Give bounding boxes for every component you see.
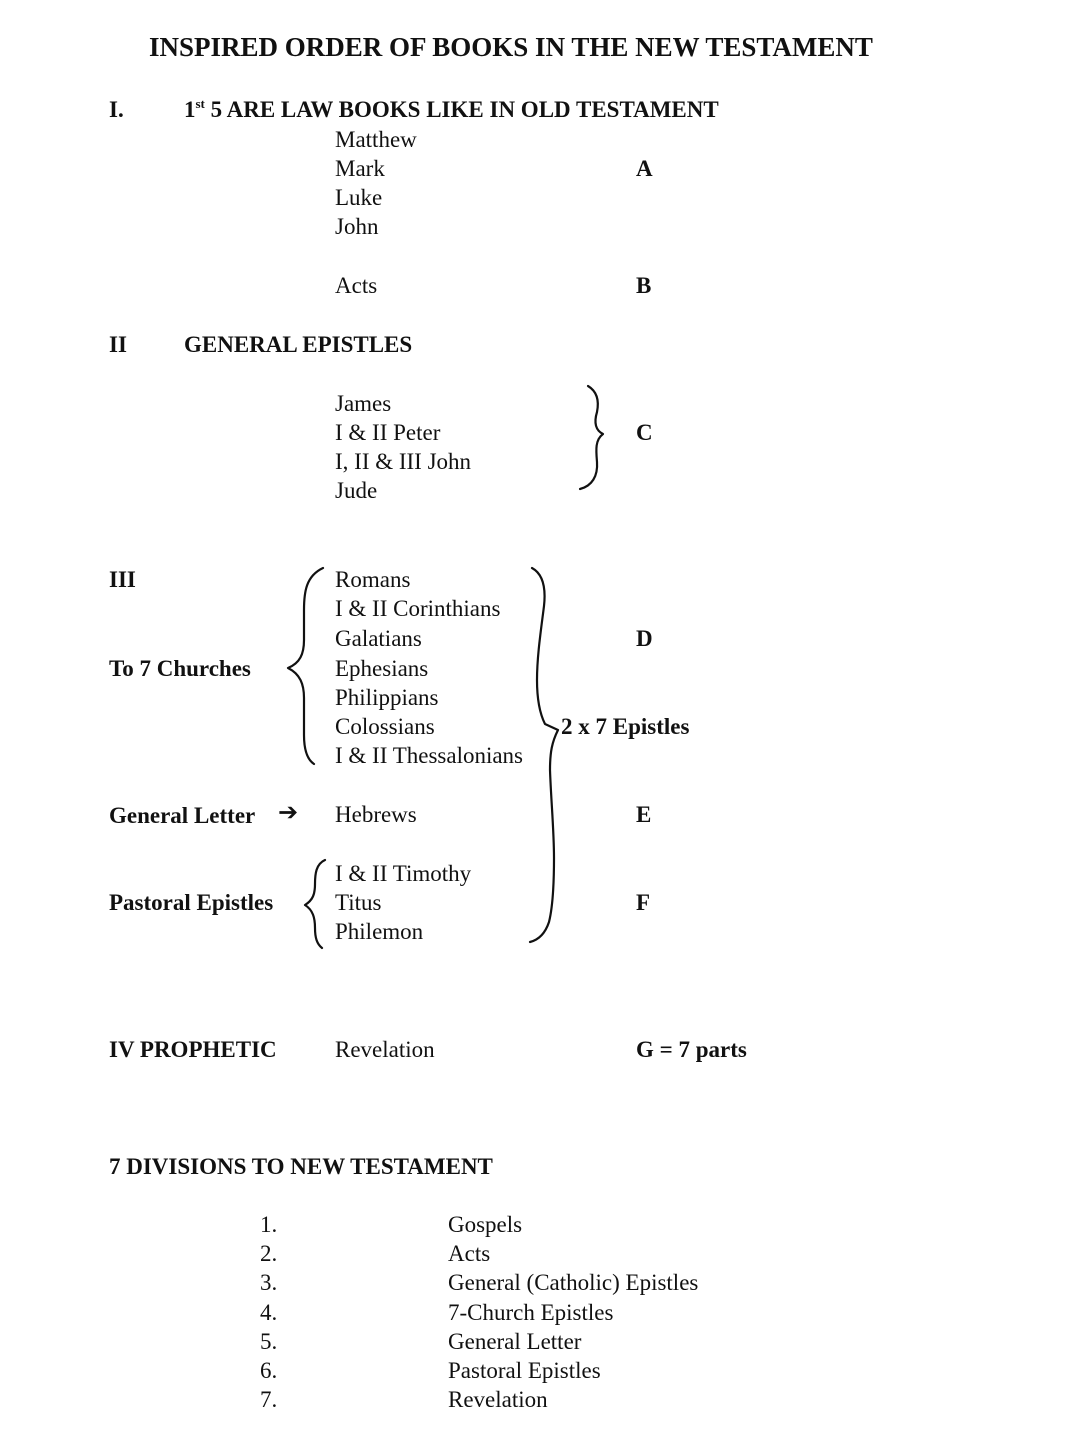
page-title: INSPIRED ORDER OF BOOKS IN THE NEW TESTAMENT [149, 32, 873, 62]
division-number: 5. [260, 1329, 278, 1354]
book-romans: Romans [335, 567, 411, 592]
brace-pastoral [305, 860, 325, 948]
pastoral-label: Pastoral Epistles [109, 890, 274, 915]
epistles-note: 2 x 7 Epistles [561, 714, 690, 739]
group-letter-b: B [636, 273, 652, 298]
group-letter-a: A [636, 156, 653, 181]
book-hebrews: Hebrews [335, 802, 417, 827]
general-letter-label: General Letter [109, 803, 256, 828]
division-number: 2. [260, 1241, 278, 1266]
group-letter-c: C [636, 420, 653, 445]
section-1-numeral: I. [109, 97, 124, 122]
brace-two-times-seven [530, 568, 558, 942]
section-2-numeral: II [109, 332, 127, 357]
brace-general-epistles [580, 386, 603, 489]
book-corinthians: I & II Corinthians [335, 596, 501, 621]
division-number: 3. [260, 1270, 278, 1295]
division-number: 1. [260, 1212, 278, 1237]
book-philippians: Philippians [335, 685, 439, 710]
group-letter-f: F [636, 890, 651, 915]
book-titus: Titus [335, 890, 382, 915]
division-number: 6. [260, 1358, 278, 1383]
book-ephesians: Ephesians [335, 656, 429, 681]
division-name: Gospels [448, 1212, 523, 1237]
divisions-heading: 7 DIVISIONS TO NEW TESTAMENT [109, 1154, 493, 1179]
section-3-numeral: III [109, 567, 136, 592]
division-name: Revelation [448, 1387, 548, 1412]
book-john: John [335, 214, 379, 239]
book-timothy: I & II Timothy [335, 861, 472, 886]
book-galatians: Galatians [335, 626, 422, 651]
book-john-epistles: I, II & III John [335, 449, 472, 474]
division-name: 7-Church Epistles [448, 1300, 614, 1325]
division-name: Pastoral Epistles [448, 1358, 601, 1383]
section-2-heading: GENERAL EPISTLES [184, 332, 413, 357]
book-philemon: Philemon [335, 919, 424, 944]
section-4-label: IV PROPHETIC [109, 1037, 277, 1062]
book-matthew: Matthew [335, 127, 417, 152]
group-letter-e: E [636, 802, 652, 827]
book-colossians: Colossians [335, 714, 435, 739]
book-luke: Luke [335, 185, 383, 210]
division-number: 7. [260, 1387, 278, 1412]
brace-seven-churches [288, 568, 323, 764]
book-mark: Mark [335, 156, 385, 181]
book-james: James [335, 391, 392, 416]
group-letter-d: D [636, 626, 653, 651]
book-acts: Acts [335, 273, 378, 298]
group-letter-g: G = 7 parts [636, 1037, 747, 1062]
book-peter: I & II Peter [335, 420, 441, 445]
book-jude: Jude [335, 478, 378, 503]
section-1-heading: 1st 5 ARE LAW BOOKS LIKE IN OLD TESTAMENT [184, 96, 719, 122]
book-revelation: Revelation [335, 1037, 435, 1062]
division-name: Acts [448, 1241, 491, 1266]
division-name: General Letter [448, 1329, 582, 1354]
division-number: 4. [260, 1300, 278, 1325]
division-name: General (Catholic) Epistles [448, 1270, 699, 1295]
book-thessalonians: I & II Thessalonians [335, 743, 524, 768]
right-arrow-icon: ➔ [278, 800, 299, 826]
churches-label: To 7 Churches [109, 656, 251, 681]
